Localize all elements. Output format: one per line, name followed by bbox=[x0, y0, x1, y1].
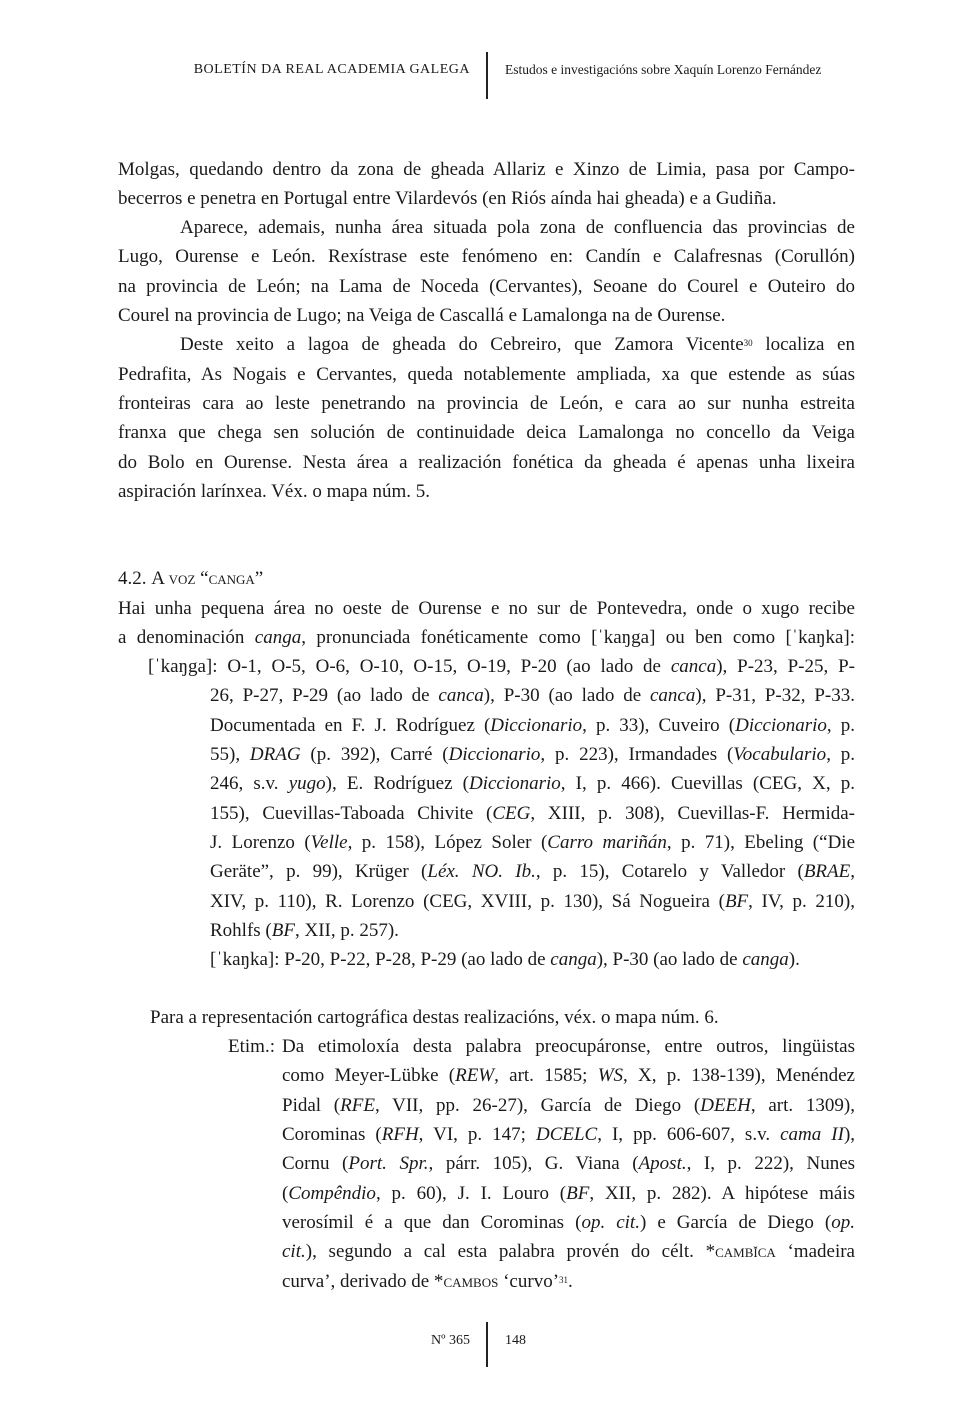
text-segment: cambos bbox=[443, 1271, 499, 1292]
issue-number: Nº 365 bbox=[431, 1333, 470, 1348]
section-heading bbox=[118, 567, 855, 591]
text-line bbox=[282, 1064, 855, 1088]
italic-text: Vocabulario bbox=[733, 744, 827, 765]
text-segment: , XII, p. 282). A hipótese máis bbox=[589, 1183, 855, 1204]
text-segment: , p. bbox=[826, 715, 856, 736]
text-line bbox=[180, 216, 855, 240]
text-segment: , p. 60), J. I. Louro ( bbox=[375, 1183, 567, 1204]
text-line bbox=[282, 1094, 855, 1118]
text-segment: ‘madeira bbox=[775, 1241, 855, 1262]
italic-text: cama II bbox=[780, 1124, 844, 1145]
italic-text: RFH bbox=[381, 1124, 419, 1145]
text-segment: localiza en bbox=[752, 334, 855, 355]
text-segment: , art. 1309), bbox=[750, 1095, 855, 1116]
text-segment: ), P-30 (ao lado de bbox=[483, 685, 650, 706]
italic-text: DCELC bbox=[535, 1124, 598, 1145]
text-segment: Corominas ( bbox=[282, 1124, 382, 1145]
text-segment: verosímil é a que dan Corominas ( bbox=[282, 1212, 582, 1233]
text-segment: a denominación bbox=[118, 627, 255, 648]
text-line bbox=[118, 480, 855, 504]
italic-text: CEG bbox=[492, 803, 531, 824]
text-segment: Pidal ( bbox=[282, 1095, 341, 1116]
italic-text: BF bbox=[724, 891, 749, 912]
header-divider bbox=[486, 52, 488, 99]
text-segment: Lugo, Ourense e León. Rexístrase este fenómeno en: Candín e Calafresnas (Corullón) bbox=[118, 246, 855, 267]
text-segment: ), P-31, P-32, P-33. bbox=[695, 685, 855, 706]
italic-text: Apost. bbox=[638, 1153, 687, 1174]
text-line bbox=[118, 275, 855, 299]
text-segment: 26, P-27, P-29 (ao lado de bbox=[210, 685, 439, 706]
text-segment: ), segundo a cal esta palabra provén do célt. * bbox=[305, 1241, 716, 1262]
text-segment: franxa que chega sen solución de continuidade deica Lamalonga no concello da Veiga bbox=[118, 422, 855, 443]
text-line bbox=[210, 802, 855, 826]
text-segment: Cornu ( bbox=[282, 1153, 349, 1174]
italic-text: RFE bbox=[340, 1095, 375, 1116]
text-segment: (p. 392), Carré ( bbox=[300, 744, 449, 765]
text-segment: 155), Cuevillas-Taboada Chivite ( bbox=[210, 803, 493, 824]
text-segment: Pedrafita, As Nogais e Cervantes, queda notablemente ampliada, xa que estende as súas bbox=[118, 364, 855, 385]
text-line bbox=[210, 860, 855, 884]
text-segment: , p. 158), López Soler ( bbox=[347, 832, 548, 853]
text-line bbox=[282, 1123, 855, 1147]
text-line bbox=[150, 1006, 855, 1030]
text-segment: ), P-23, P-25, P- bbox=[716, 656, 855, 677]
page-number: 148 bbox=[505, 1333, 526, 1348]
text-segment: , I, pp. 606-607, s.v. bbox=[597, 1124, 781, 1145]
italic-text: Diccionario bbox=[468, 773, 561, 794]
text-segment: , VII, pp. 26-27), García de Diego ( bbox=[374, 1095, 701, 1116]
text-segment: Etim.: bbox=[228, 1036, 275, 1057]
text-line bbox=[118, 304, 855, 328]
text-line bbox=[282, 1240, 855, 1264]
text-line bbox=[210, 948, 855, 972]
italic-text: BRAE bbox=[803, 861, 851, 882]
text-line bbox=[118, 187, 855, 211]
italic-text: canca bbox=[650, 685, 696, 706]
text-segment: , IV, p. 210), bbox=[748, 891, 855, 912]
text-segment: , I, p. 222), Nunes bbox=[686, 1153, 856, 1174]
footnote-ref: 31 bbox=[559, 1275, 569, 1285]
text-line bbox=[210, 890, 855, 914]
text-segment: Para a representación cartográfica destas realizacións, véx. o mapa núm. 6. bbox=[150, 1007, 719, 1028]
text-segment: 246, s.v. bbox=[210, 773, 289, 794]
text-segment: A voz “canga” bbox=[151, 568, 264, 589]
italic-text: BF bbox=[566, 1183, 590, 1204]
text-segment: [ˈkaŋga]: O-1, O-5, O-6, O-10, O-15, O-19, P-20 (ao lado de bbox=[148, 656, 671, 677]
text-segment: . bbox=[568, 1271, 573, 1292]
italic-text: Léx. NO. Ib. bbox=[427, 861, 536, 882]
text-segment: , p. 15), Cotarelo y Valledor ( bbox=[535, 861, 804, 882]
text-segment: do Bolo en Ourense. Nesta área a realización fonética da gheada é apenas unha lixeira bbox=[118, 452, 855, 473]
italic-text: canga bbox=[742, 949, 789, 970]
text-line bbox=[118, 392, 855, 416]
section-title: Estudos e investigacións sobre Xaquín Lorenzo Fernández bbox=[505, 62, 822, 77]
text-segment: fronteiras cara ao leste penetrando na provincia de León, e cara ao sur nunha estreita bbox=[118, 393, 855, 414]
text-segment: , I, p. 466). Cuevillas (CEG, X, p. bbox=[560, 773, 855, 794]
text-segment: , bbox=[850, 861, 855, 882]
text-line bbox=[118, 451, 855, 475]
italic-text: DRAG bbox=[249, 744, 301, 765]
italic-text: Port. Spr. bbox=[348, 1153, 429, 1174]
text-segment: , X, p. 138-139), Menéndez bbox=[623, 1065, 855, 1086]
italic-text: canca bbox=[438, 685, 484, 706]
italic-text: DEEH bbox=[700, 1095, 751, 1116]
italic-text: Carro mariñán bbox=[547, 832, 667, 853]
text-line bbox=[210, 772, 855, 796]
text-segment: , párr. 105), G. Viana ( bbox=[428, 1153, 639, 1174]
text-segment: curva’, derivado de * bbox=[282, 1271, 444, 1292]
footnote-ref: 30 bbox=[743, 338, 753, 348]
text-segment: aspiración larínxea. Véx. o mapa núm. 5. bbox=[118, 481, 430, 502]
text-segment: , XII, p. 257). bbox=[294, 920, 399, 941]
text-segment: na provincia de León; na Lama de Noceda (Cervantes), Seoane do Courel e Outeiro do bbox=[118, 276, 855, 297]
italic-text: op. cit. bbox=[581, 1212, 640, 1233]
text-line bbox=[118, 421, 855, 445]
text-segment: ), E. Rodríguez ( bbox=[325, 773, 469, 794]
text-segment: ). bbox=[788, 949, 800, 970]
italic-text: canca bbox=[670, 656, 717, 677]
text-segment: ), P-30 (ao lado de bbox=[596, 949, 743, 970]
text-segment: , art. 1585; bbox=[494, 1065, 598, 1086]
text-segment: Geräte”, p. 99), Krüger ( bbox=[210, 861, 428, 882]
text-line bbox=[282, 1211, 855, 1235]
text-segment: Da etimoloxía desta palabra preocupáronse, entre outros, lingüistas bbox=[282, 1036, 855, 1057]
text-line bbox=[282, 1270, 855, 1294]
italic-text: canga bbox=[550, 949, 597, 970]
text-segment: Documentada en F. J. Rodríguez ( bbox=[210, 715, 491, 736]
italic-text: Diccionario bbox=[490, 715, 583, 736]
text-segment: XIV, p. 110), R. Lorenzo (CEG, XVIII, p. 130), Sá Nogueira ( bbox=[210, 891, 725, 912]
text-segment: , p. 71), Ebeling (“Die bbox=[666, 832, 855, 853]
text-segment: Courel na provincia de Lugo; na Veiga de Cascallá e Lamalonga na de Ourense. bbox=[118, 305, 726, 326]
text-line bbox=[118, 363, 855, 387]
text-line bbox=[210, 831, 855, 855]
text-line bbox=[282, 1152, 855, 1176]
italic-text: op. bbox=[831, 1212, 855, 1233]
italic-text: Diccionario bbox=[448, 744, 541, 765]
text-segment: como Meyer-Lübke ( bbox=[282, 1065, 456, 1086]
text-segment: , pronunciada fonéticamente como [ˈkaŋga] ou ben como [ˈkaŋka]: bbox=[301, 627, 855, 648]
italic-text: Compêndio bbox=[288, 1183, 376, 1204]
text-line bbox=[210, 919, 855, 943]
text-segment: ), bbox=[843, 1124, 856, 1145]
text-line bbox=[118, 245, 855, 269]
text-segment: , XIII, p. 308), Cuevillas-F. Hermida- bbox=[530, 803, 855, 824]
text-segment: 4.2. bbox=[118, 568, 152, 589]
text-segment: ‘curvo’ bbox=[498, 1271, 560, 1292]
text-line bbox=[118, 626, 855, 650]
text-segment: becerros e penetra en Portugal entre Vilardevós (en Riós aínda hai gheada) e a Gudiña. bbox=[118, 188, 777, 209]
text-segment: cambĭca bbox=[715, 1241, 776, 1262]
text-segment: Rohlfs ( bbox=[210, 920, 272, 941]
text-segment: Molgas, quedando dentro da zona de gheada Allariz e Xinzo de Limia, pasa por Campo- bbox=[118, 159, 855, 180]
italic-text: canga bbox=[254, 627, 302, 648]
text-line bbox=[180, 333, 855, 357]
text-segment: J. Lorenzo ( bbox=[210, 832, 311, 853]
text-segment: , VI, p. 147; bbox=[418, 1124, 536, 1145]
text-segment: ) e García de Diego ( bbox=[639, 1212, 832, 1233]
text-segment: Aparece, ademais, nunha área situada pola zona de confluencia das provincias de bbox=[180, 217, 855, 238]
text-segment: , p. 223), Irmandades ( bbox=[540, 744, 734, 765]
italic-text: Diccionario bbox=[735, 715, 827, 736]
italic-text: yugo bbox=[288, 773, 326, 794]
italic-text: WS bbox=[597, 1065, 624, 1086]
text-line bbox=[118, 597, 855, 621]
italic-text: Velle bbox=[310, 832, 348, 853]
text-line bbox=[282, 1182, 855, 1206]
italic-text: BF bbox=[271, 920, 295, 941]
text-line bbox=[118, 158, 855, 182]
journal-title: BOLETÍN DA REAL ACADEMIA GALEGA bbox=[193, 62, 470, 77]
text-segment: Hai unha pequena área no oeste de Ourense e no sur de Pontevedra, onde o xugo recibe bbox=[118, 598, 855, 619]
text-line bbox=[210, 743, 855, 767]
italic-text: REW bbox=[455, 1065, 495, 1086]
text-line bbox=[210, 714, 855, 738]
text-line bbox=[148, 655, 855, 679]
text-line bbox=[210, 684, 855, 708]
footer-divider bbox=[486, 1322, 488, 1367]
text-segment: 55), bbox=[210, 744, 250, 765]
text-segment: ( bbox=[282, 1183, 289, 1204]
text-segment: , p. bbox=[826, 744, 856, 765]
text-segment: [ˈkaŋka]: P-20, P-22, P-28, P-29 (ao lado de bbox=[210, 949, 551, 970]
text-segment: , p. 33), Cuveiro ( bbox=[582, 715, 736, 736]
text-line bbox=[282, 1035, 855, 1059]
italic-text: cit. bbox=[282, 1241, 306, 1262]
text-segment: Deste xeito a lagoa de gheada do Cebreiro, que Zamora Vicente bbox=[180, 334, 744, 355]
